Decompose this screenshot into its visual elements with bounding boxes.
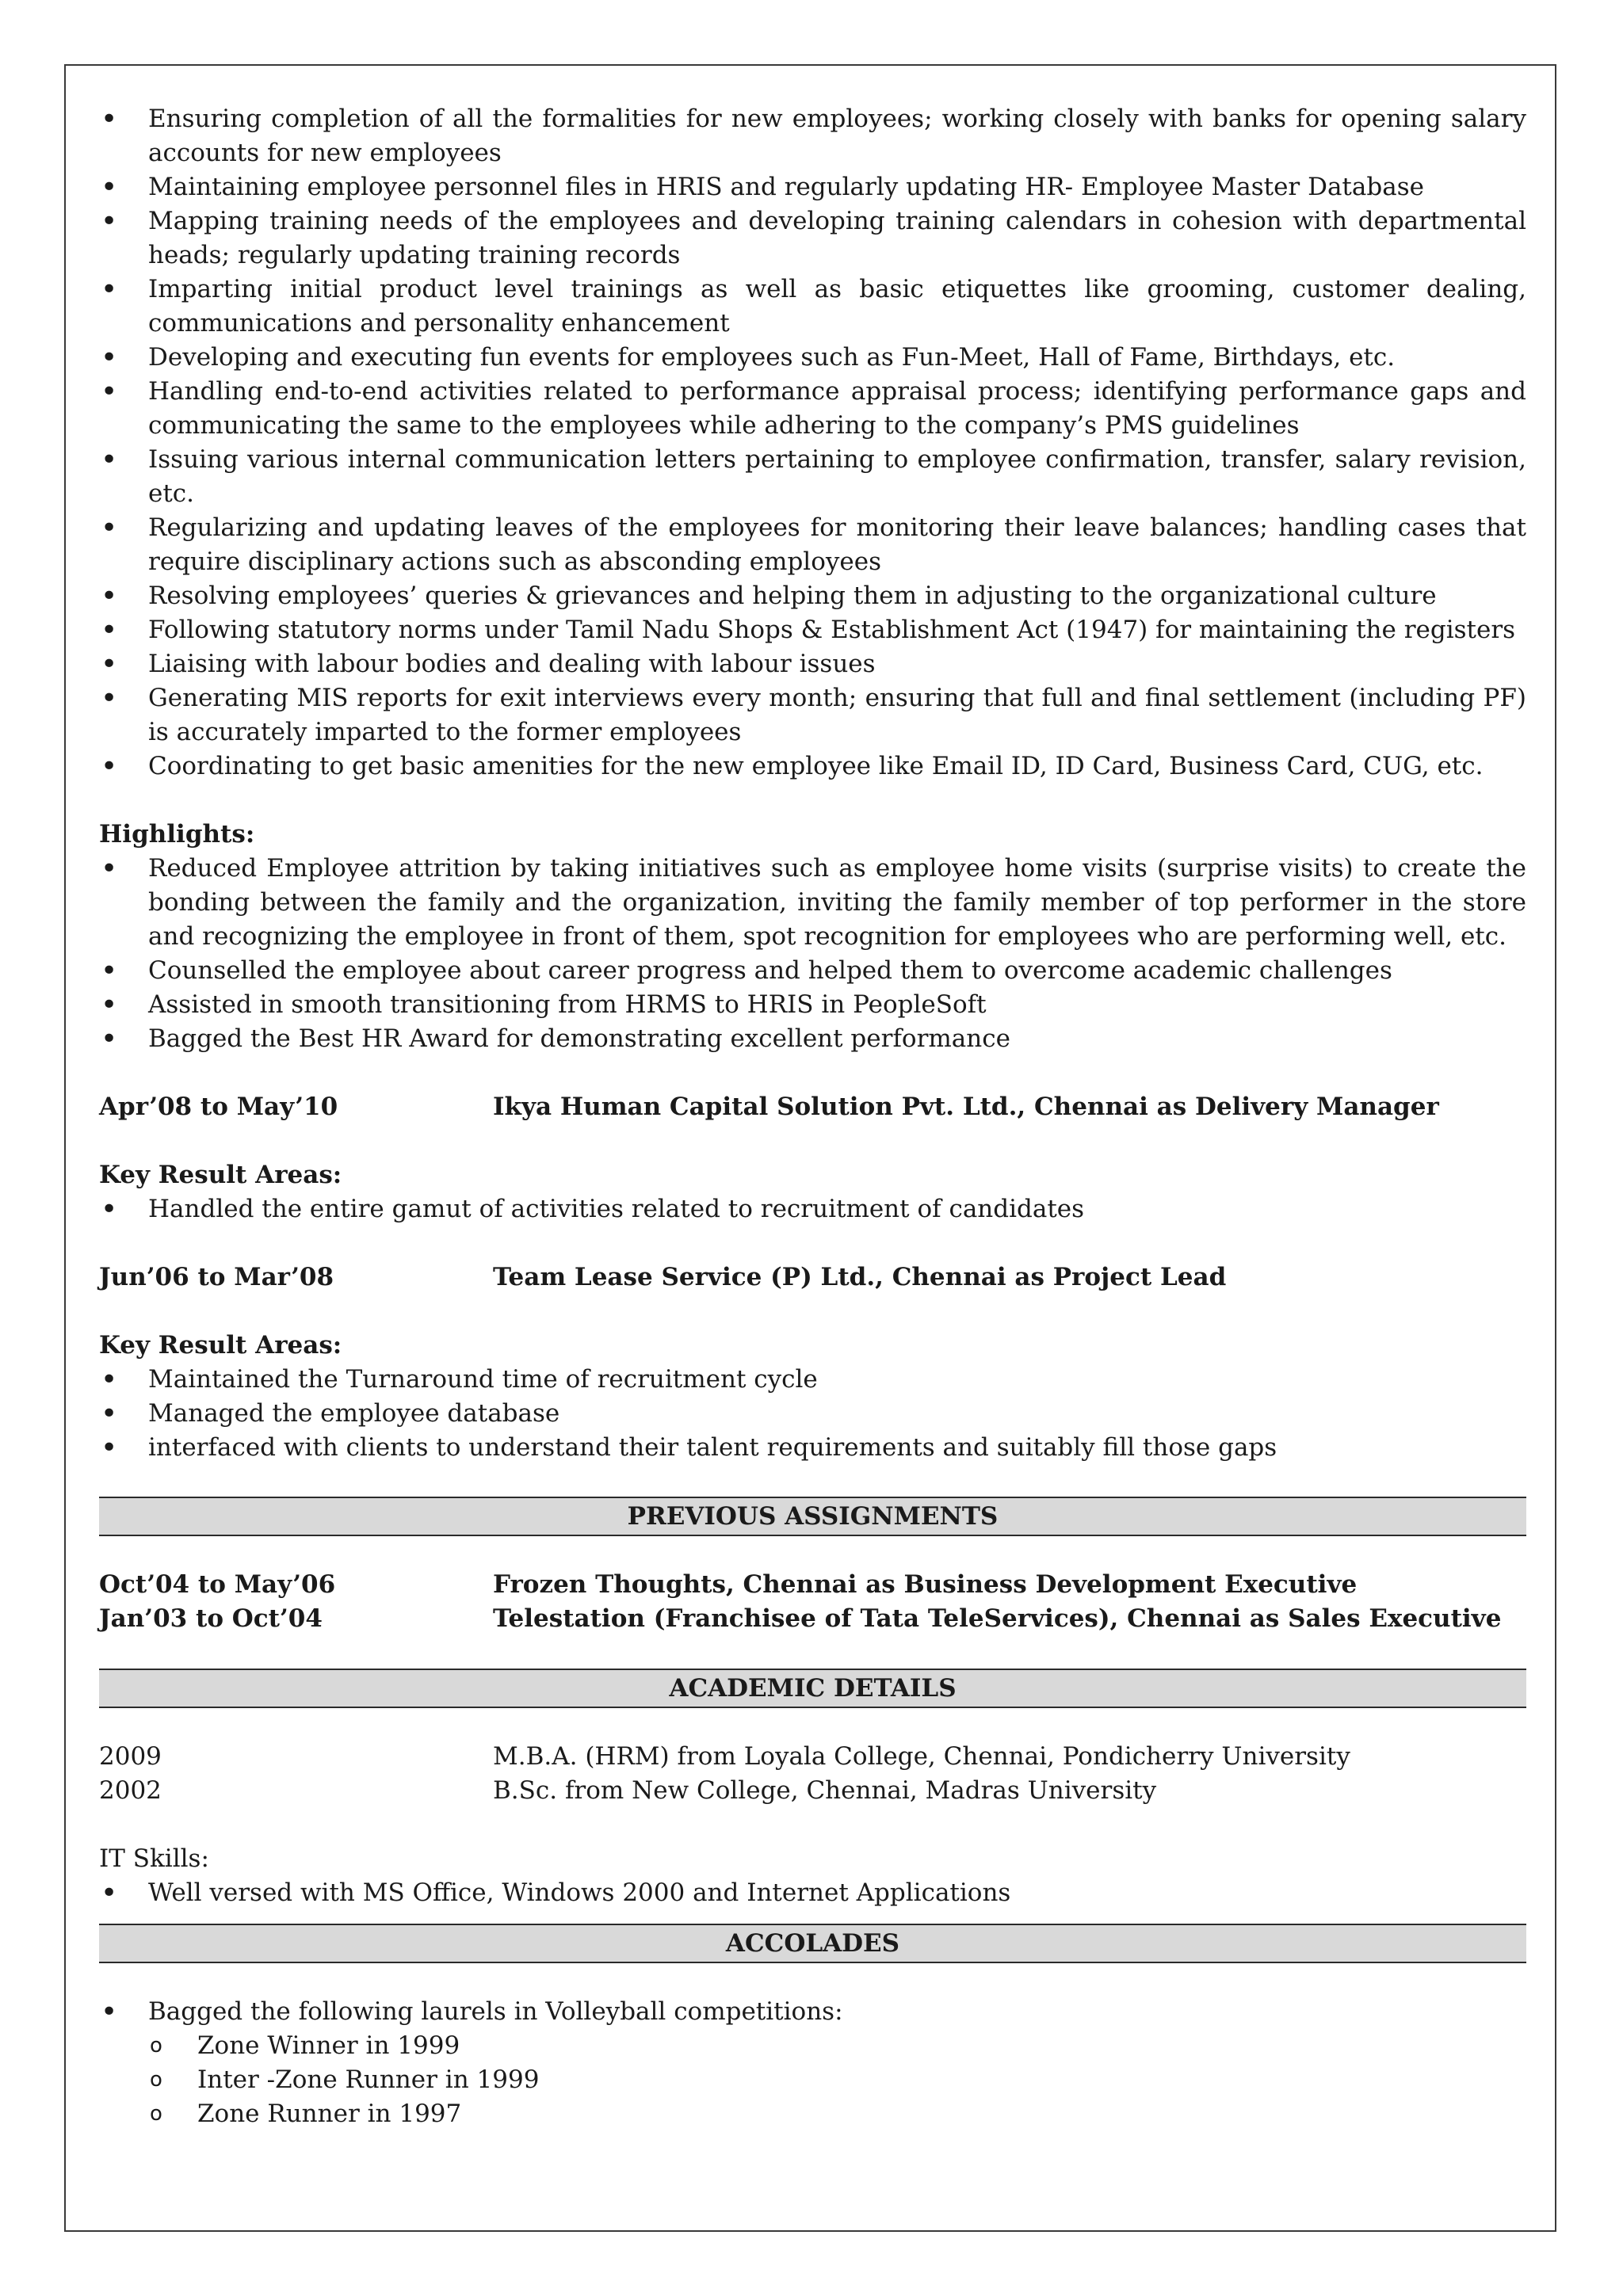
highlights-heading: Highlights:: [99, 820, 255, 849]
accolades-intro: Bagged the following laurels in Volleyball competitions:: [148, 1997, 843, 2026]
accolades-sublist: [148, 2029, 1526, 2131]
section-heading-previous-assignments: PREVIOUS ASSIGNMENTS: [99, 1497, 1526, 1536]
assignment-title: Frozen Thoughts, Chennai as Business Development Executive: [493, 1570, 1358, 1599]
section-heading-academic-details: ACADEMIC DETAILS: [99, 1669, 1526, 1708]
assignment-dates: Oct’04 to May’06: [99, 1570, 336, 1599]
resume-content: [99, 102, 1526, 2131]
list-item: • Assisted in smooth transitioning from HRMS to HRIS in PeopleSoft: [99, 988, 1526, 1022]
accolades-list: [99, 1995, 1526, 2131]
list-item: • Liaising with labour bodies and dealing with labour issues: [99, 647, 1526, 681]
list-item: • Coordinating to get basic amenities for the new employee like Email ID, ID Card, Business Card, CUG, etc.: [99, 749, 1526, 784]
it-skills-list: [99, 1876, 1526, 1910]
list-item: • Bagged the Best HR Award for demonstrating excellent performance: [99, 1022, 1526, 1056]
list-item: • Handling end-to-end activities related to performance appraisal process; identifying performance gaps and communicating the same to the employees while adhering to the company’s PMS guidelines: [99, 375, 1526, 443]
academic-row: [99, 1740, 1526, 1774]
academic-detail: B.Sc. from New College, Chennai, Madras University: [493, 1776, 1157, 1805]
list-item: • Generating MIS reports for exit interviews every month; ensuring that full and final settlement (including PF) is accurately imparted to the former employees: [99, 681, 1526, 749]
list-item: • Well versed with MS Office, Windows 2000 and Internet Applications: [99, 1876, 1526, 1910]
list-item: • Handled the entire gamut of activities related to recruitment of candidates: [99, 1192, 1526, 1226]
list-item: • Imparting initial product level trainings as well as basic etiquettes like grooming, customer dealing, communications and personality enhancement: [99, 273, 1526, 341]
kra-heading: Key Result Areas:: [99, 1161, 342, 1189]
academic-detail: M.B.A. (HRM) from Loyala College, Chennai, Pondicherry University: [493, 1742, 1350, 1771]
list-item: • Managed the employee database: [99, 1397, 1526, 1431]
job-title: Ikya Human Capital Solution Pvt. Ltd., Chennai as Delivery Manager: [493, 1093, 1439, 1121]
list-item: • Ensuring completion of all the formalities for new employees; working closely with banks for opening salary accounts for new employees: [99, 102, 1526, 170]
duties-list: [99, 102, 1526, 784]
list-item: [99, 1995, 1526, 2131]
highlights-list: [99, 852, 1526, 1056]
sub-list-item: o Zone Runner in 1997: [148, 2097, 1526, 2131]
it-skills-heading: IT Skills:: [99, 1844, 209, 1873]
ikya-kra-list: [99, 1192, 1526, 1226]
section-heading-accolades: ACCOLADES: [99, 1924, 1526, 1963]
job-teamlease-row: [99, 1261, 1526, 1295]
sub-list-item: o Inter -Zone Runner in 1999: [148, 2063, 1526, 2097]
academic-year: 2009: [99, 1742, 162, 1771]
job-title: Team Lease Service (P) Ltd., Chennai as Project Lead: [493, 1263, 1227, 1291]
academic-year: 2002: [99, 1776, 162, 1805]
list-item: • Mapping training needs of the employees and developing training calendars in cohesion with departmental heads; regularly updating training records: [99, 204, 1526, 273]
list-item: • Maintained the Turnaround time of recruitment cycle: [99, 1363, 1526, 1397]
sub-list-item: o Zone Winner in 1999: [148, 2029, 1526, 2063]
assignment-dates: Jan’03 to Oct’04: [99, 1604, 323, 1633]
list-item: • Developing and executing fun events for employees such as Fun-Meet, Hall of Fame, Birthdays, etc.: [99, 341, 1526, 375]
list-item: • Resolving employees’ queries & grievances and helping them in adjusting to the organizational culture: [99, 579, 1526, 613]
kra-heading: Key Result Areas:: [99, 1331, 342, 1360]
list-item: • Following statutory norms under Tamil Nadu Shops & Establishment Act (1947) for maintaining the registers: [99, 613, 1526, 647]
list-item: • Maintaining employee personnel files in HRIS and regularly updating HR- Employee Master Database: [99, 170, 1526, 204]
assignment-row: [99, 1568, 1526, 1602]
job-ikya-row: [99, 1090, 1526, 1124]
assignment-title: Telestation (Franchisee of Tata TeleServices), Chennai as Sales Executive: [493, 1604, 1502, 1633]
list-item: • Reduced Employee attrition by taking initiatives such as employee home visits (surprise visits) to create the bonding between the family and the organization, inviting the family member of top performer in the store and recognizing the employee in front of them, spot recognition for employees who are performing well, etc.: [99, 852, 1526, 954]
list-item: • Counselled the employee about career progress and helped them to overcome academic challenges: [99, 954, 1526, 988]
academic-row: [99, 1774, 1526, 1808]
job-dates: Apr’08 to May’10: [99, 1093, 338, 1121]
list-item: • Regularizing and updating leaves of the employees for monitoring their leave balances; handling cases that require disciplinary actions such as absconding employees: [99, 511, 1526, 579]
teamlease-kra-list: [99, 1363, 1526, 1465]
list-item: • interfaced with clients to understand their talent requirements and suitably fill those gaps: [99, 1431, 1526, 1465]
job-dates: Jun’06 to Mar’08: [99, 1263, 334, 1291]
assignment-row: [99, 1602, 1526, 1636]
resume-page: [64, 64, 1556, 2232]
list-item: • Issuing various internal communication letters pertaining to employee confirmation, transfer, salary revision, etc.: [99, 443, 1526, 511]
